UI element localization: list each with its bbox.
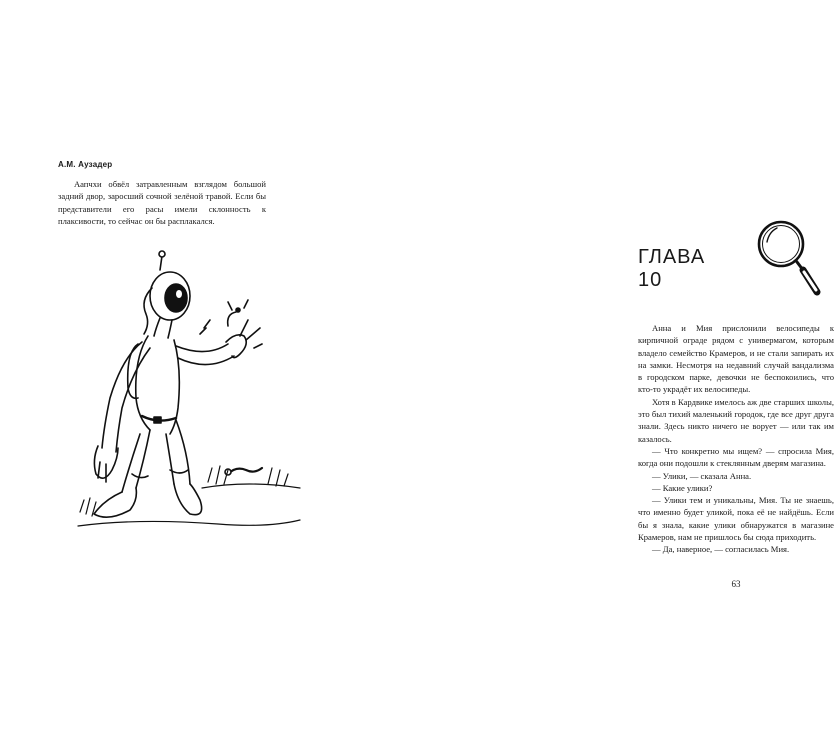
dialogue-line: — Улики, — сказала Анна. [652,470,752,481]
dialogue-line: — Улики тем и уникальны, Мия. Ты не знаешь, что именно будет уликой, пока её не найдёшь. Если бы я знала, какие улики обнаружатся в магазине Крамеров, нам не пришлось бы сюда приходить. [638,495,834,543]
paragraph: Хотя в Кардвике имелось аж две старших школы, это был тихий маленький городок, где все друг друга знали. Здесь никто ничего не ворует — или так им казалось. [638,396,834,444]
page-number: 63 [731,579,741,589]
dialogue-line: — Да, наверное, — согласилась Мия. [652,544,790,555]
chapter-body [638,322,834,556]
intro-text [58,178,266,227]
left-page [0,0,300,750]
alien-illustration [78,248,300,538]
paragraph: Аапчхи обвёл затравленным взглядом большой задний двор, заросший сочной зелёной травой. Если бы представители его расы имели склонность к плаксивости, то сейчас он бы расплакался. [58,179,266,226]
paragraph: Анна и Мия прислонили велосипеды к кирпичной ограде рядом с универмагом, которым владело семейство Крамеров, и не стали запирать их на замки. Несмотря на недавний случай вандализма в городском парке, девочки не беспокоились, что кто-то украдёт их велосипеды. [638,323,834,395]
magnifying-glass-icon [755,218,825,300]
chapter-title: ГЛАВА 10 [638,246,706,291]
dialogue-line: — Что конкретно мы ищем? — спросила Мия, когда они подошли к стеклянным дверям магазина. [638,445,834,469]
right-page [300,0,834,750]
dialogue-line: — Какие улики? [652,482,713,493]
running-head-author: А.М. Аузадер [58,160,113,169]
